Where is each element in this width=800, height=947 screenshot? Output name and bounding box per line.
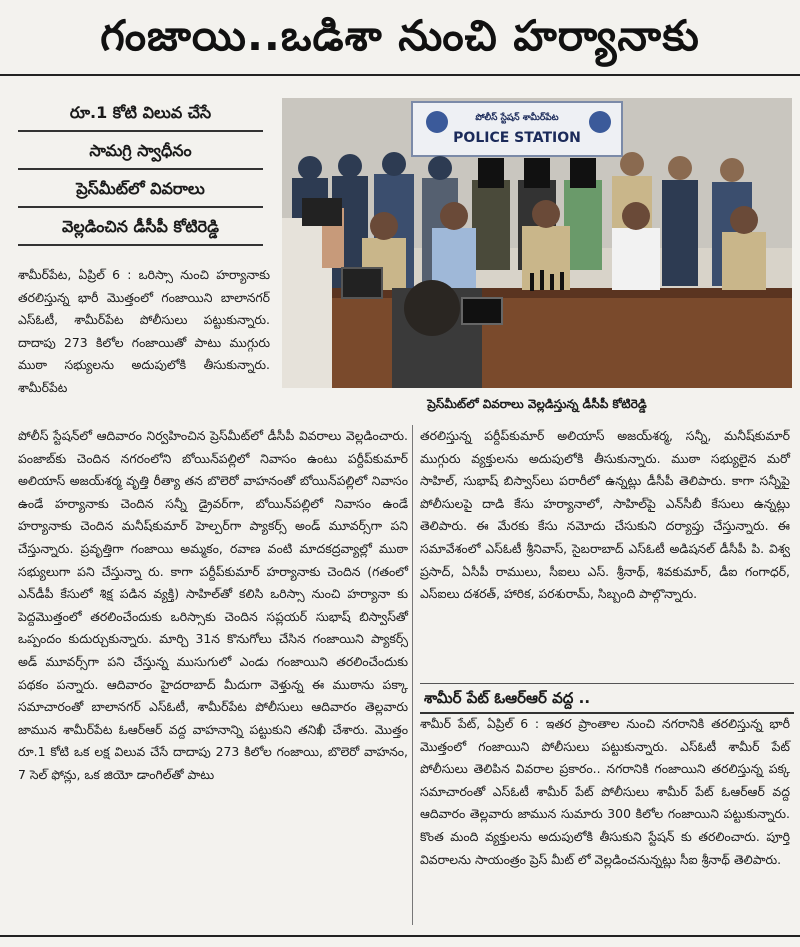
article-column-left	[18, 425, 408, 787]
column-divider	[412, 425, 413, 925]
article-paragraph: తరలిస్తున్న పర్దీప్‌కుమార్ అలియాస్ అజయ్‌శర్మ, సన్నీ, మనీష్‌కుమార్ ముగ్గురు వ్యక్తులను అదుపులోకి తీసుకున్నారు. ముఠా సభ్యులైన మరో సాహిల్, సుభాష్ బిస్వాస్‌లు పరారీలో ఉన్నట్లు డీసీపీ తెలిపారు. కాగా సన్నీపై పోలీసులపై దాడి కేసు హర్యానాలో, సాహిల్‌పై ఎన్‌సీబీ కేసులు ఉన్నట్లు తెలిపారు. ఈ మేరకు కేసు నమోదు చేసుకుని దర్యాప్తు చేస్తున్నారు. ఈ సమావేశంలో ఎస్ఓటీ శ్రీనివాస్, సైబరాబాద్ ఎస్ఓటీ అడిషనల్ డీసీపీ పి. విశ్వ ప్రసాద్, ఏసీపీ రాములు, సీఐలు ఎస్. శ్రీనాథ్, శివకుమార్, డీఐ గంగాధర్, ఎస్ఐలు దశరత్, హారిక, పరశురామ్, సిబ్బంది పాల్గొన్నారు.	[420, 428, 790, 602]
banner-text-en: POLICE STATION	[453, 130, 581, 146]
article-paragraph: శామీర్ పేట్, ఏప్రిల్ 6 : ఇతర ప్రాంతాల నుంచి నగరానికి తరలిస్తున్న భారీ మొత్తంలో గంజాయిని పోలీసులు పట్టుకున్నారు. ఎస్ఓటీ శామీర్ పేట్ పోలీసులు తెలిపిన వివరాల ప్రకారం.. నగరానికి గంజాయిని తరలిస్తున్న పక్క సమాచారంతో ఎస్ఓటీ శామీర్ పేట్ పోలీసులు శామీర్ పేట్ ఓఆర్ఆర్ వద్ద ఆదివారం తెల్లవారు జామున సుమారు 300 కిలోల గంజాయిని పట్టుకున్నారు. కొంత మంది వ్యక్తులను అదుపులోకి తీసుకుని స్టేషన్ కు తరలించారు. పూర్తి వివరాలను సాయంత్రం ప్రెస్ మీట్ లో వెల్లడించనున్నట్లు సీఐ శ్రీనాథ్ తెలిపారు.	[420, 716, 790, 867]
bottom-rule	[0, 935, 800, 937]
article-column-right-bottom	[420, 713, 790, 871]
subheads-block	[18, 98, 263, 250]
article-paragraph: పోలీస్ స్టేషన్‌లో ఆదివారం నిర్వహించిన ప్రెస్‌మీట్‌లో డీసీపీ వివరాలు వెల్లడించారు. పంజాబ్‌కు చెందిన నగరంలోని బోయిన్‌పల్లిలో నివాసం ఉంటు పర్దీప్‌కుమార్ అలియాస్ అజయ్‌శర్మ వృత్తి రీత్యా తన బొలెరో వాహనంతో బోయిన్‌పల్లిలో నివాసం ఉండే హర్యానాకు చెందిన సన్నీ డ్రైవర్‌గా, బోయిన్‌పల్లిలో నివాసం ఉండే హర్యానాకు చెందిన మనీష్‌కుమార్ హెల్పర్‌గా ప్యాకర్స్ అండ్ మూవర్స్‌గా పని చేస్తున్నారు. ప్రవృత్తిగా గంజాయి అమ్మకం, రవాణ వంటి మాదకద్రవ్యాల్లో ముఠా సభ్యులుగా పని చేస్తున్నా రు. కాగా పర్దీప్‌కుమార్ హర్యానాకు చెందిన (గతంలో ఎన్‌డీపీ కేసులో శిక్ష పడిన వ్యక్తి) సాహిల్‌తో కలిసి ఒరిస్సా నుంచి హర్యానా కు పెద్దమొత్తంలో తరలించేందుకు ఒరిస్సాకు చెందిన సప్లయర్ సుభాష్ బిస్వాస్‌తో ఒప్పందం కుదుర్చుకున్నారు. మార్చి 31న కొనుగోలు చేసిన గంజాయిని ప్యాకర్స్ అడ్ మూవర్స్‌గా పని చేస్తున్న ముసుగులో ఎండు గంజాయిని తరలించేందుకు పథకం పన్నారు. ఆదివారం హైదరాబాద్ మీదుగా వెళ్తున్న ఈ ముఠాను పక్కా సమాచారంతో బాలానగర్ ఎస్ఓటీ, శామీర్‌పేట పోలీసులు ఆదివారం తెల్లవారు జామున శామీర్‌పేట ఓఆర్ఆర్ వద్ద వాహనాన్ని పట్టుకుని తనిఖీ చేశారు. మొత్తం రూ.1 కోటి ఒక లక్ష విలువ చేసే దాదాపు 273 కిలోల గంజాయి, బొలెరో వాహనం, 7 సెల్ ఫోన్లు, ఒక జియో డాంగిల్‌తో పాటు	[18, 428, 408, 782]
top-rule	[0, 74, 800, 76]
headline: గంజాయి..ఒడిశా నుంచి హర్యానాకు	[100, 11, 700, 60]
subhead-1: రూ.1 కోటి విలువ చేసే	[18, 98, 263, 132]
press-meet-illustration	[282, 98, 792, 388]
press-meet-photo	[282, 98, 792, 388]
subhead-orr: శామీర్ పేట్ ఓఆర్ఆర్ వద్ద ..	[420, 683, 794, 714]
subhead-3: ప్రెస్‌మీట్‌లో వివరాలు	[18, 174, 263, 208]
article-column-right	[420, 425, 790, 606]
photo-caption: ప్రెస్‌మీట్‌లో వివరాలు వెల్లడిస్తున్న డీసీపీ కోటిరెడ్డి	[427, 397, 647, 411]
article-paragraph: శామీర్‌పేట, ఏప్రిల్ 6 : ఒరిస్సా నుంచి హర్యానాకు తరలిస్తున్న భారీ మొత్తంలో గంజాయిని బాలానగర్ ఎస్ఓటీ, శామీర్‌పేట పోలీసులు పట్టుకున్నారు. దాదాపు 273 కిలోల గంజాయితో పాటు ముగ్గురు ముఠా సభ్యులను అదుపులోకి తీసుకున్నారు. శామీర్‌పేట	[18, 267, 270, 395]
banner-text: పోలీస్ స్టేషన్ శామీర్‌పేట	[475, 113, 559, 123]
subhead-4: వెల్లడించిన డీసీపీ కోటిరెడ్డి	[18, 212, 263, 246]
article-column-left-top	[18, 264, 270, 400]
subhead-2: సామగ్రి స్వాధీనం	[18, 136, 263, 170]
